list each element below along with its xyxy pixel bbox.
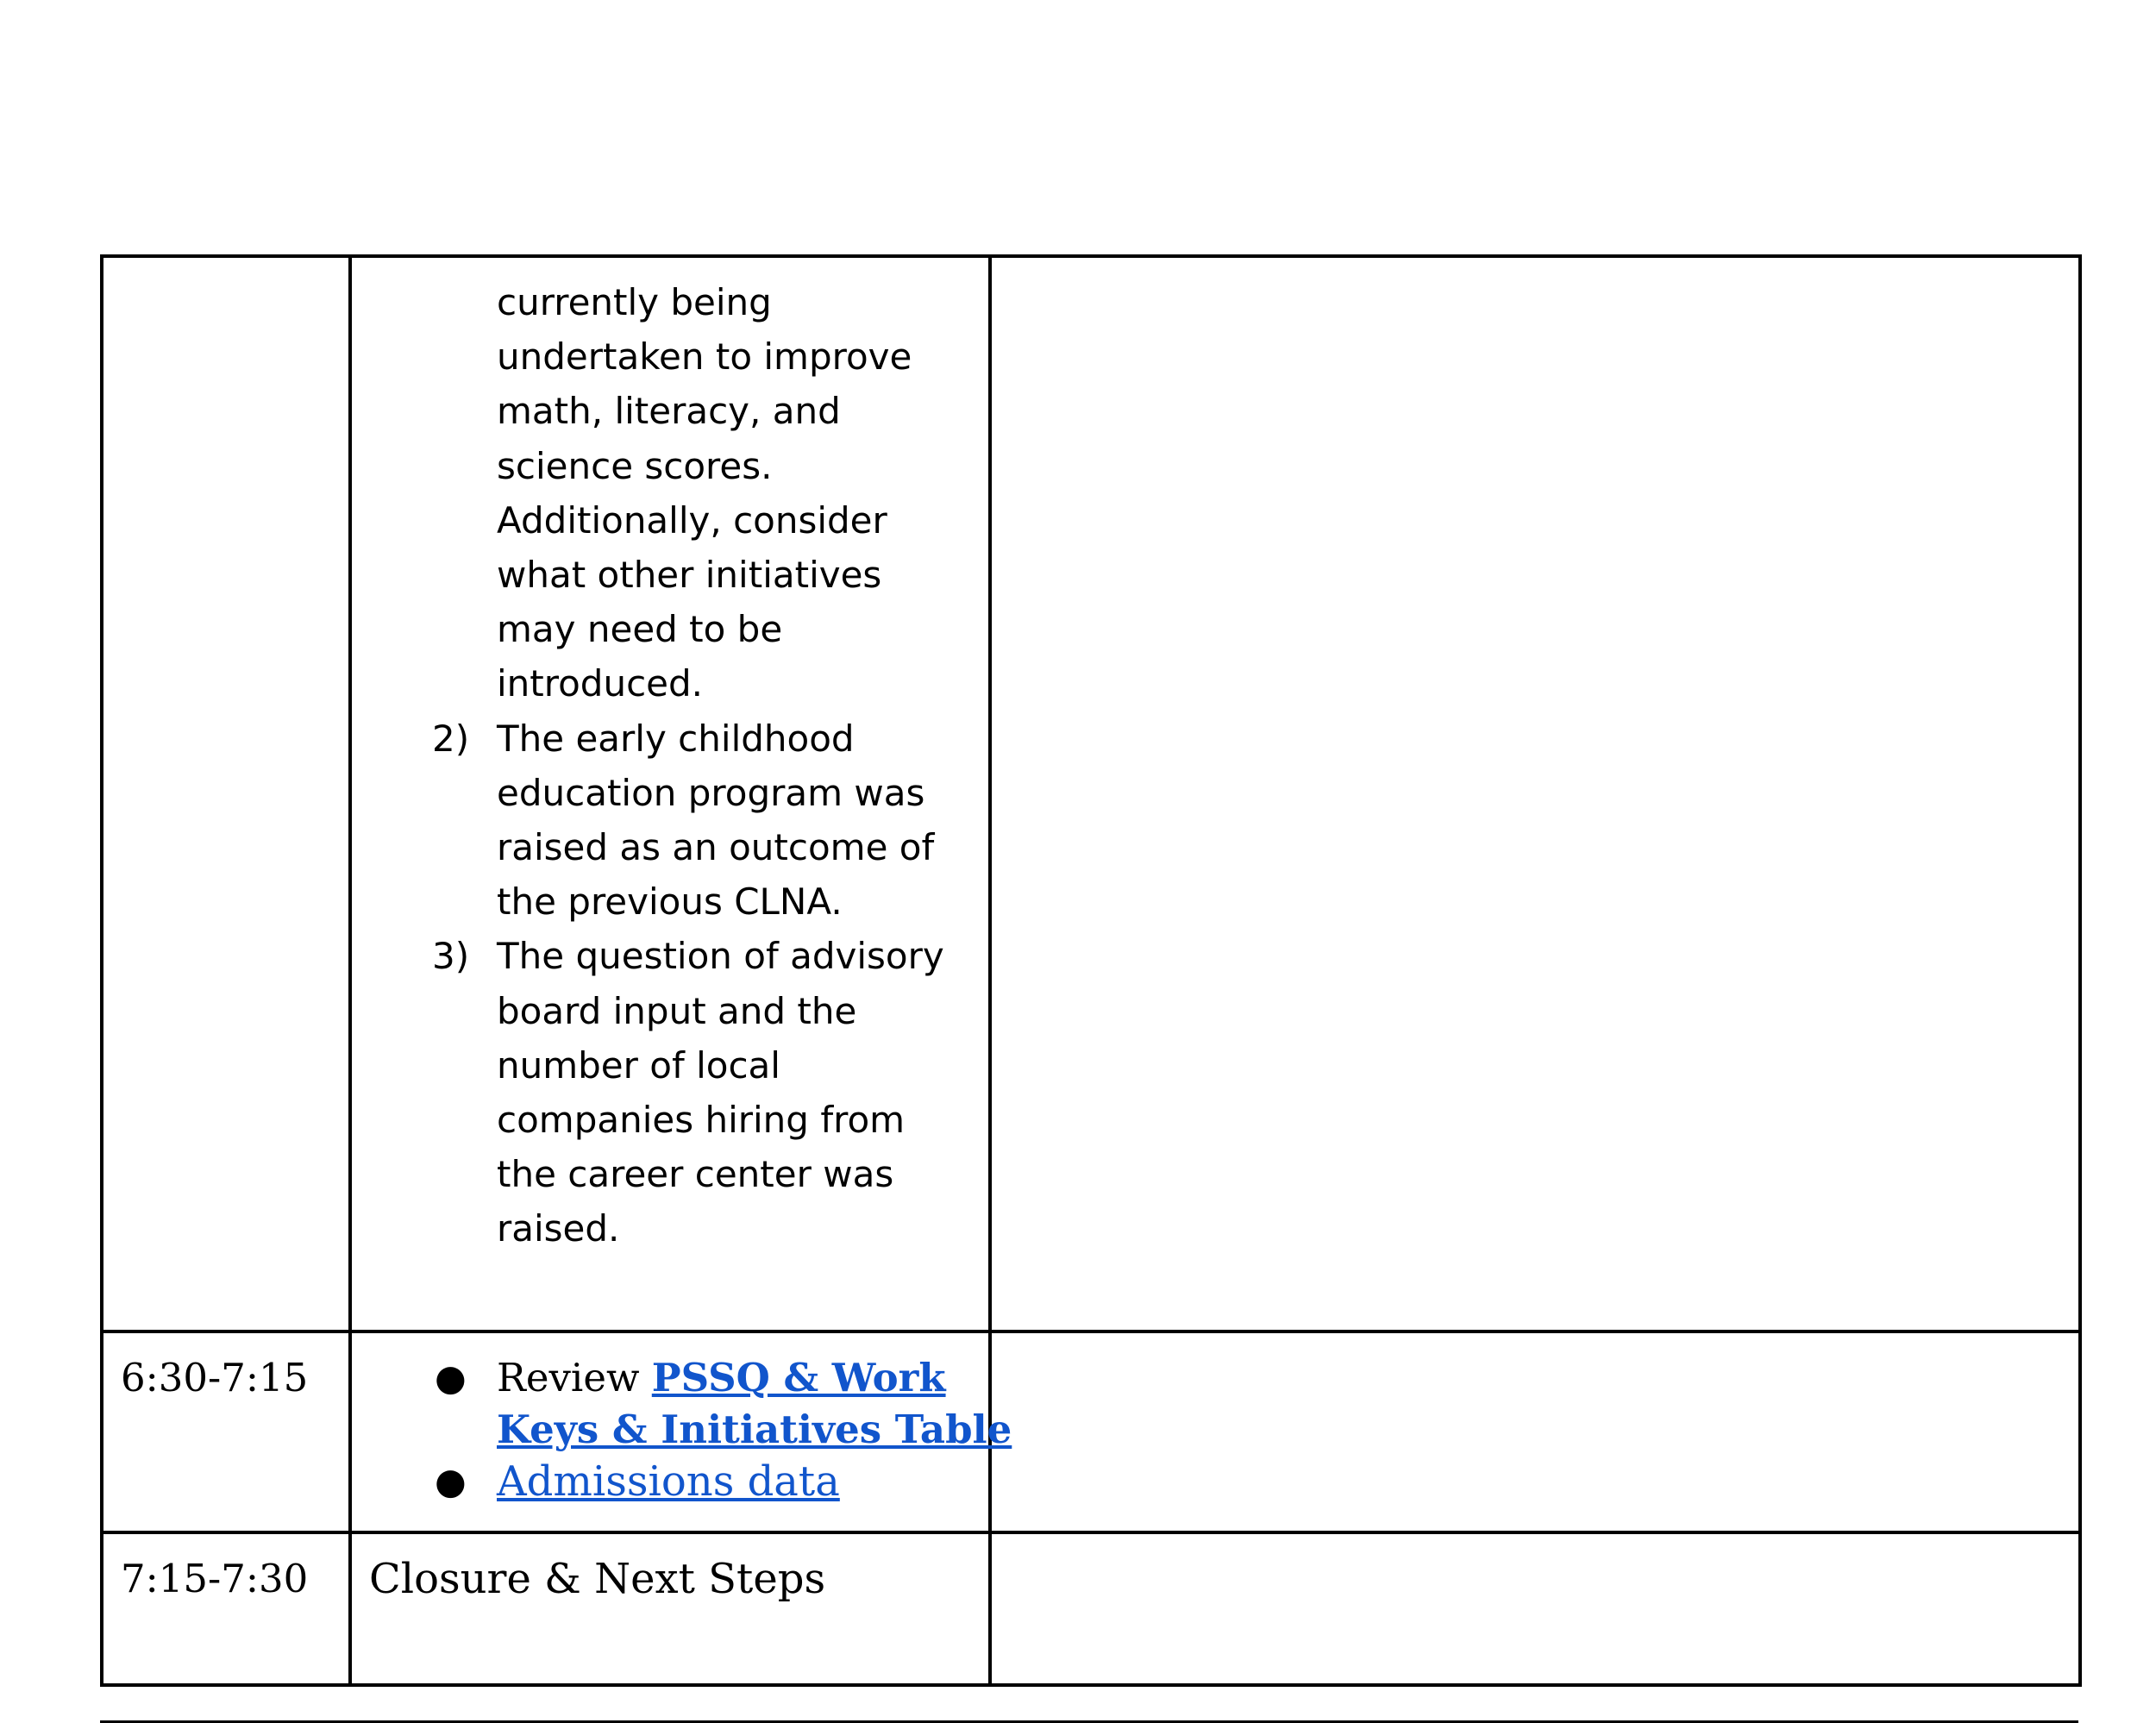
numbered-list-item-2	[104, 711, 988, 930]
agenda-row-discussion	[102, 256, 2080, 1331]
notes-cell-closure	[990, 1532, 2080, 1685]
closure-text: Closure & Next Steps	[369, 1555, 826, 1603]
text-line: Additionally, consider	[497, 498, 887, 542]
time-cell-closure	[102, 1532, 350, 1685]
text-line: what other initiatives	[497, 554, 882, 597]
review-line-2	[497, 1404, 1012, 1456]
review-prefix: Review	[497, 1355, 652, 1400]
list-number: 2)	[432, 717, 470, 760]
text-line: education program was	[497, 771, 925, 814]
pssq-work-keys-link-part1[interactable]: PSSQ & Work	[651, 1355, 946, 1400]
admissions-data-link[interactable]: Admissions data	[497, 1457, 840, 1506]
text-line: raised as an outcome of	[497, 826, 935, 869]
time-range: 6:30-7:15	[121, 1355, 309, 1400]
bullet-icon: ●	[435, 1356, 467, 1399]
text-line: may need to be	[497, 608, 783, 651]
text-line: The early childhood	[497, 717, 855, 760]
bullet-item-review	[104, 1352, 1012, 1456]
text-line: the previous CLNA.	[497, 880, 843, 924]
review-line	[497, 1352, 988, 1404]
notes-cell-discussion	[990, 256, 2080, 1331]
text-line: math, literacy, and	[497, 390, 841, 433]
bullet-item-admissions	[104, 1456, 988, 1508]
time-range: 7:15-7:30	[121, 1556, 309, 1601]
agenda-table	[100, 254, 2082, 1687]
topic-cell-closure	[350, 1532, 990, 1685]
text-line: the career center was	[497, 1153, 894, 1196]
text-line: science scores.	[497, 444, 773, 487]
bullet-icon: ●	[435, 1460, 467, 1502]
admissions-line	[497, 1456, 988, 1508]
pssq-work-keys-link-part2[interactable]: Keys & Initiatives Table	[497, 1407, 1012, 1452]
numbered-list-item-3	[104, 929, 988, 1256]
agenda-row-closure	[102, 1532, 2080, 1685]
text-line: currently being	[497, 281, 772, 323]
topic-cell-discussion	[350, 256, 990, 1331]
text-line: companies hiring from	[497, 1099, 906, 1142]
agenda-row-review	[102, 1331, 2080, 1532]
text-line: introduced.	[497, 662, 704, 705]
continued-list-item	[104, 275, 988, 711]
text-line: The question of advisory	[497, 935, 944, 978]
text-line: board input and the	[497, 989, 857, 1032]
text-line: raised.	[497, 1207, 620, 1250]
list-number: 3)	[432, 935, 470, 978]
notes-cell-review	[990, 1331, 2080, 1532]
text-line: number of local	[497, 1043, 780, 1087]
text-line: undertaken to improve	[497, 335, 912, 379]
topic-cell-review	[350, 1331, 1012, 1532]
